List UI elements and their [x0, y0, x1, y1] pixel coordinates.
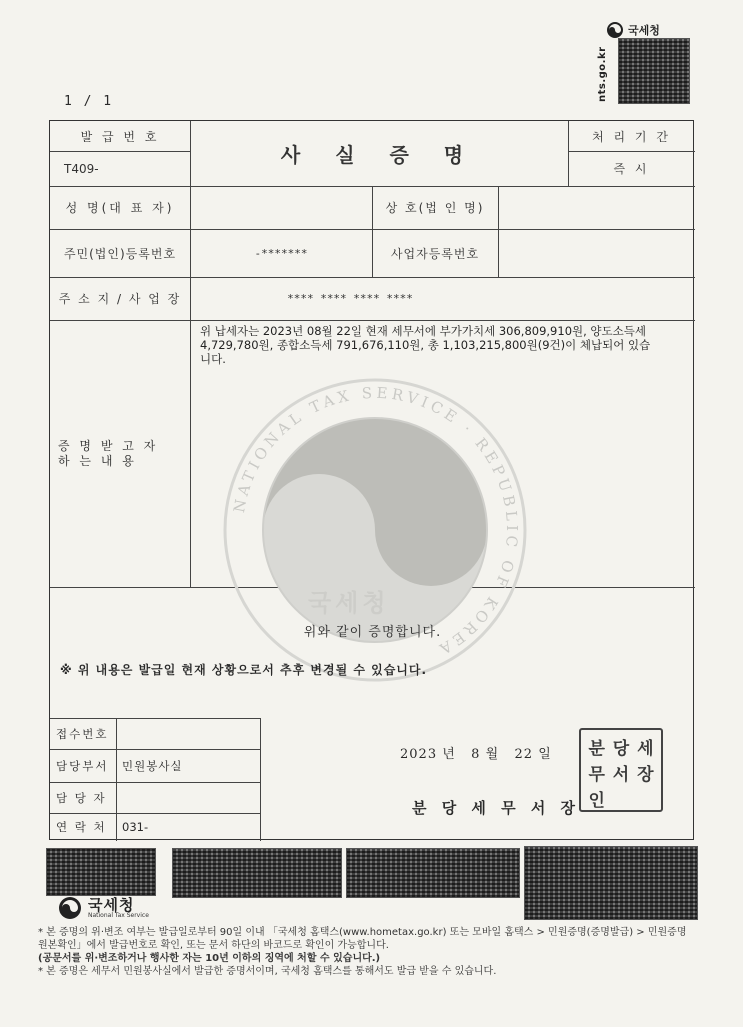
- tax-office-name: 분 당 세 무 서 장: [412, 799, 581, 817]
- contact-label: 연 락 처: [56, 820, 107, 834]
- address-label: 주 소 지 / 사 업 장: [58, 292, 182, 306]
- nts-emblem-icon: [58, 896, 82, 920]
- footnote-3: * 본 증명은 세무서 민원봉사실에서 발급한 증명서이며, 국세청 홈택스를 통해서도 발급 받을 수 있습니다.: [38, 966, 497, 977]
- nts-domain-text: nts.go.kr: [597, 46, 608, 102]
- document-title: 사 실 증 명: [280, 143, 478, 167]
- resident-number-value: -*******: [254, 246, 308, 260]
- address-value: **** **** **** ****: [287, 292, 413, 305]
- content-label: [50, 320, 190, 587]
- certificate-form: [49, 120, 694, 840]
- name-value: [190, 186, 372, 229]
- name-label: 성 명(대 표 자): [65, 201, 175, 215]
- nts-footer-logo: [58, 896, 149, 920]
- nts-footer-name: 국세청: [88, 895, 135, 914]
- nts-footer-sub: National Tax Service: [88, 911, 149, 919]
- stamp-char: 분: [588, 739, 605, 759]
- barcode-1: [172, 848, 342, 898]
- company-value: [498, 186, 695, 229]
- stamp-char: 당: [612, 739, 630, 759]
- nts-logo-text: 국세청: [628, 24, 660, 37]
- business-number-value: [498, 229, 695, 277]
- department-label: 담당부서: [56, 758, 109, 773]
- footnote-1: * 본 증명의 위·변조 여부는 발급일로부터 90일 이내 「국세청 홈택스(www.hometax.go.kr) 또는 모바일 홈택스 > 민원증명(증명발급) > 민원증명 원본확인」에서 발급번호로 확인, 또는 문서 하단의 바코드로 확인이 가능합니다.: [38, 927, 687, 951]
- stamp-char: [609, 786, 632, 811]
- official-stamp: [579, 728, 663, 812]
- certificate-content-text: 위 납세자는 2023년 08월 22일 현재 세무서에 부가가치세 306,809,910원, 양도소득세 4,729,780원, 종합소득세 791,676,110원, 총 1,103,215,800원(9건)이 체납되어 있습니다.: [200, 324, 651, 366]
- processing-period-value: 즉 시: [613, 162, 650, 176]
- seal-bottom-text: 국세청: [308, 589, 390, 617]
- officer-label: 담 당 자: [56, 790, 107, 805]
- department-value: 민원봉사실: [122, 758, 183, 773]
- officer-value: [116, 782, 260, 813]
- footnote-2: (공문서를 위·변조하거나 행사한 자는 10년 이하의 징역에 처할 수 있습니다.): [38, 953, 381, 964]
- page-indicator: 1 / 1: [64, 94, 114, 109]
- confirm-statement: 위와 같이 증명합니다.: [303, 625, 442, 640]
- footnote: [38, 926, 698, 978]
- processing-period-label: 처 리 기 간: [592, 129, 671, 144]
- notice-statement: ※ 위 내용은 발급일 현재 상황으로서 추후 변경될 수 있습니다.: [60, 663, 428, 677]
- issue-date: 2023 년 8 월 22 일: [400, 747, 552, 762]
- stamp-char: 세: [637, 739, 654, 759]
- barcode-2: [346, 848, 520, 898]
- contact-value: 031-: [122, 820, 149, 834]
- stamp-char: 서: [612, 765, 630, 785]
- stamp-char: 인: [588, 791, 605, 811]
- receipt-number-label: 접수번호: [56, 726, 109, 741]
- seal-ring-text: NATIONAL TAX SERVICE · REPUBLIC OF KOREA: [230, 383, 522, 660]
- bottom-left-barcode: [46, 848, 156, 896]
- barcode-3: [524, 846, 698, 920]
- stamp-char: 무: [588, 765, 605, 785]
- receipt-number-value: [116, 718, 260, 749]
- resident-number-label: 주민(법인)등록번호: [63, 246, 177, 261]
- company-label: 상 호(법 인 명): [385, 201, 485, 215]
- business-number-label: 사업자등록번호: [390, 246, 480, 261]
- content-label-line2: 하 는 내 용: [58, 453, 137, 468]
- content-label-line1: 증 명 받 고 자: [58, 438, 159, 453]
- stamp-char: [634, 786, 657, 811]
- issue-number-value: T409-: [64, 161, 99, 176]
- nts-emblem-icon: [606, 21, 624, 39]
- nts-logo: [606, 20, 686, 40]
- top-qr-code: [618, 38, 690, 104]
- issue-number-label: 발 급 번 호: [80, 129, 160, 144]
- nts-seal-watermark: [214, 369, 536, 691]
- stamp-char: 장: [637, 765, 654, 785]
